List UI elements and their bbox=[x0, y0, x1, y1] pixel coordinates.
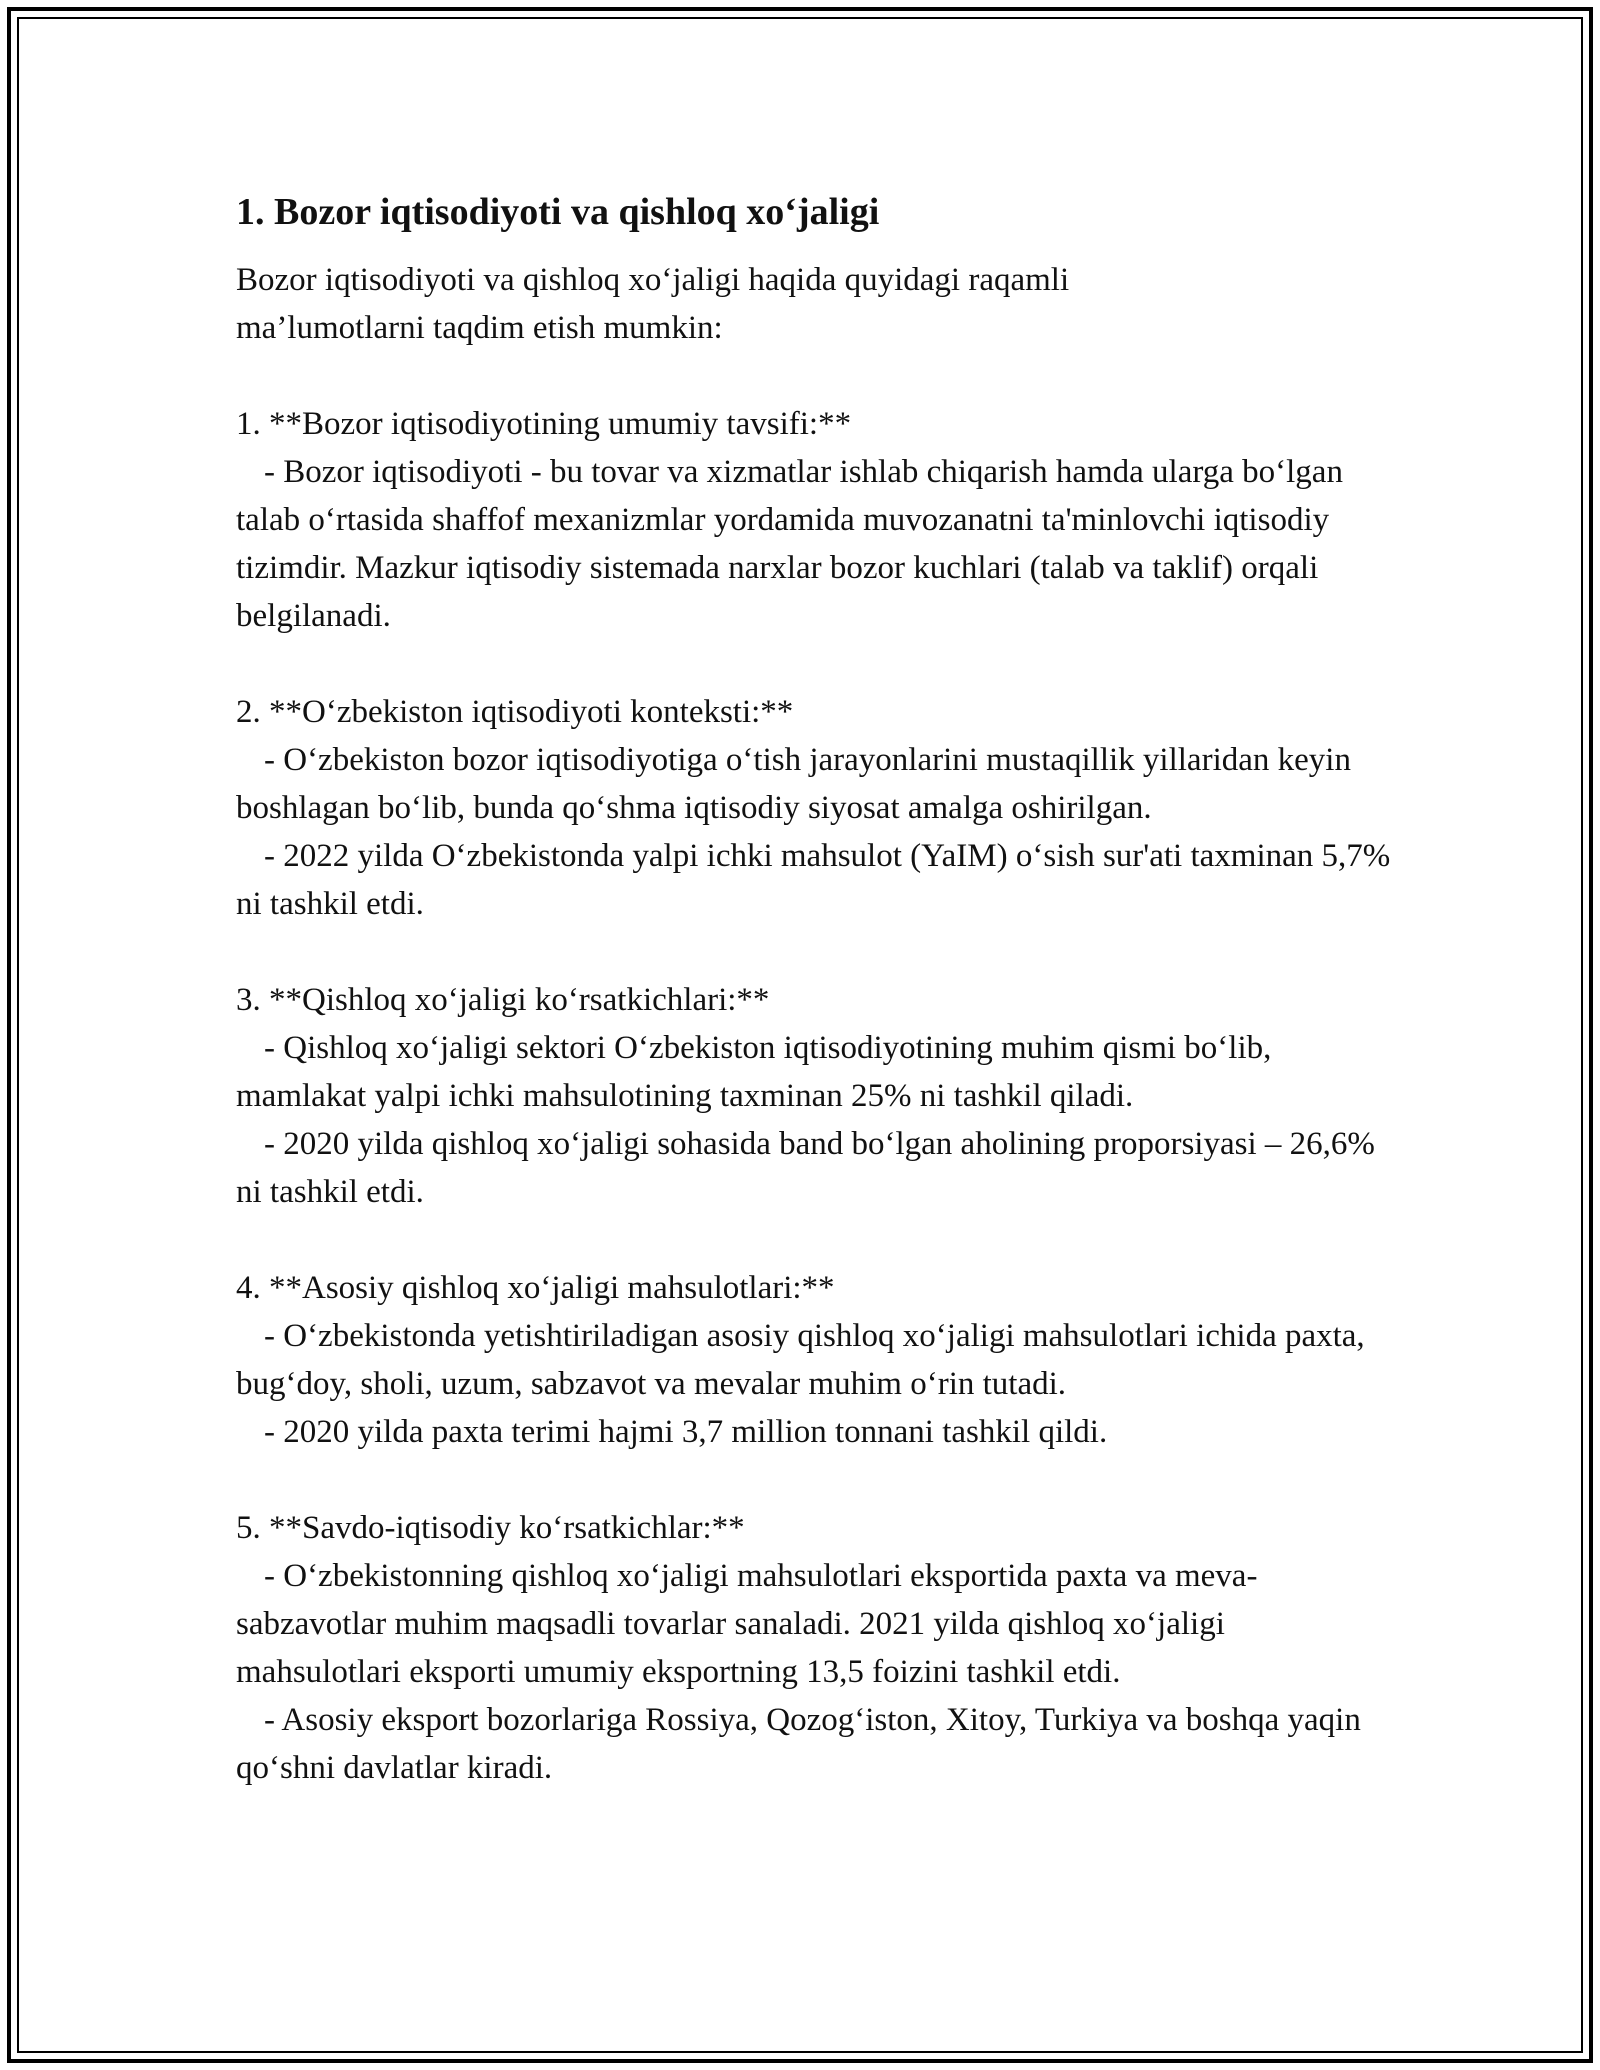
section-bullet: - 2020 yilda qishloq xo‘jaligi sohasida band bo‘lgan aholining proporsiyasi – 26,6% ni tashkil etdi. bbox=[236, 1126, 1375, 1210]
section-bullet: - Asosiy eksport bozorlariga Rossiya, Qozog‘iston, Xitoy, Turkiya va boshqa yaqin qo‘shni davlatlar kiradi. bbox=[236, 1702, 1361, 1786]
section-heading: 3. **Qishloq xo‘jaligi ko‘rsatkichlari:** bbox=[236, 982, 770, 1018]
section-market-economy bbox=[236, 400, 1396, 640]
section-heading: 1. **Bozor iqtisodiyotining umumiy tavsifi:** bbox=[236, 406, 852, 442]
section-bullet: - O‘zbekistonda yetishtiriladigan asosiy qishloq xo‘jaligi mahsulotlari ichida paxta, bug‘doy, sholi, uzum, sabzavot va mevalar muhim o‘rin tutadi. bbox=[236, 1318, 1365, 1402]
section-uzbekistan-economy bbox=[236, 688, 1396, 928]
section-bullet: - Qishloq xo‘jaligi sektori O‘zbekiston iqtisodiyotining muhim qismi bo‘lib, mamlakat yalpi ichki mahsulotining taxminan 25% ni tashkil qiladi. bbox=[236, 1030, 1272, 1114]
section-agriculture-indicators bbox=[236, 976, 1396, 1216]
intro-paragraph: Bozor iqtisodiyoti va qishloq xo‘jaligi haqida quyidagi raqamli ma’lumotlarni taqdim etish mumkin: bbox=[236, 262, 1070, 346]
section-heading: 4. **Asosiy qishloq xo‘jaligi mahsulotlari:** bbox=[236, 1270, 835, 1306]
section-heading: 5. **Savdo-iqtisodiy ko‘rsatkichlar:** bbox=[236, 1510, 745, 1546]
section-bullet: - Bozor iqtisodiyoti - bu tovar va xizmatlar ishlab chiqarish hamda ularga bo‘lgan talab o‘rtasida shaffof mexanizmlar yordamida muvozanatni ta'minlovchi iqtisodiy tizimdir. Mazkur iqtisodiy sistemada narxlar bozor kuchlari (talab va taklif) orqali belgilanadi. bbox=[236, 454, 1343, 634]
section-bullet: - 2020 yilda paxta terimi hajmi 3,7 million tonnani tashkil qildi. bbox=[264, 1414, 1108, 1450]
section-heading: 2. **O‘zbekiston iqtisodiyoti konteksti:** bbox=[236, 694, 794, 730]
section-trade-indicators bbox=[236, 1504, 1396, 1792]
section-bullet: - 2022 yilda O‘zbekistonda yalpi ichki mahsulot (YaIM) o‘sish sur'ati taxminan 5,7% ni tashkil etdi. bbox=[236, 838, 1391, 922]
section-agricultural-products bbox=[236, 1264, 1396, 1456]
document-title: 1. Bozor iqtisodiyoti va qishloq xo‘jaligi bbox=[236, 191, 880, 233]
section-bullet: - O‘zbekistonning qishloq xo‘jaligi mahsulotlari eksportida paxta va meva-sabzavotlar muhim maqsadli tovarlar sanaladi. 2021 yilda qishloq xo‘jaligi mahsulotlari eksporti umumiy eksportning 13,5 foizini tashkil etdi. bbox=[236, 1558, 1258, 1690]
document-body bbox=[236, 188, 1396, 1792]
section-bullet: - O‘zbekiston bozor iqtisodiyotiga o‘tish jarayonlarini mustaqillik yillaridan keyin boshlagan bo‘lib, bunda qo‘shma iqtisodiy siyosat amalga oshirilgan. bbox=[236, 742, 1351, 826]
